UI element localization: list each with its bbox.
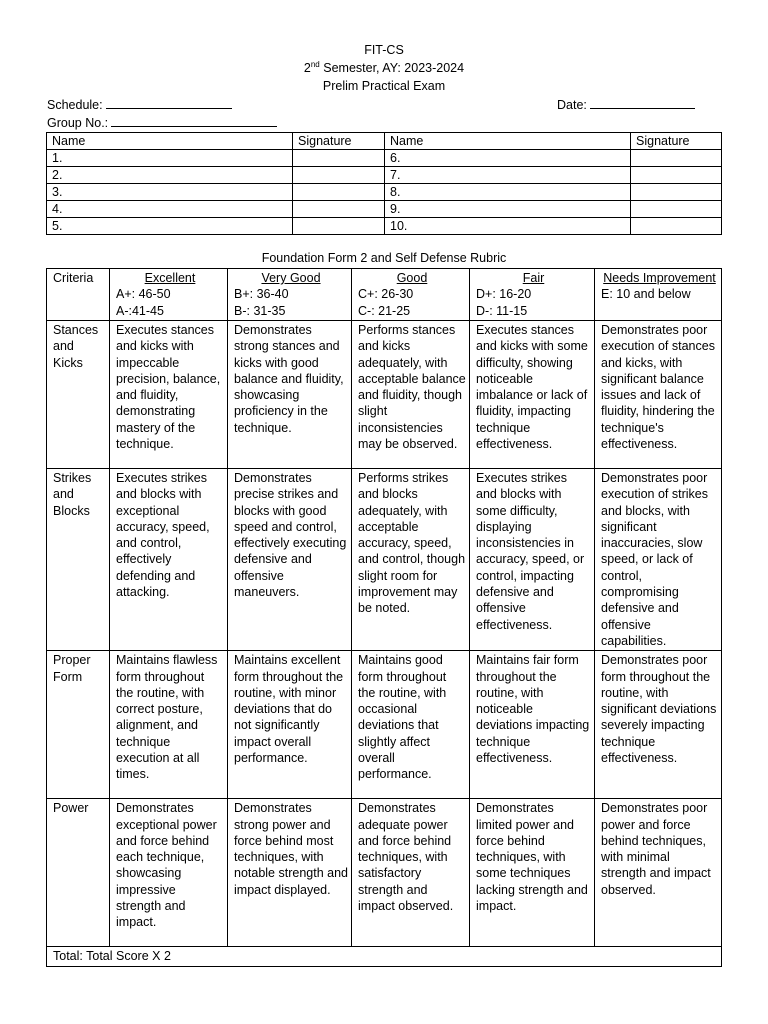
roster-name-cell[interactable]: 3.	[47, 184, 293, 201]
schedule-label: Schedule:	[47, 98, 103, 112]
roster-signature-cell[interactable]	[631, 201, 722, 218]
roster-name-cell[interactable]: 2.	[47, 167, 293, 184]
group-label: Group No.:	[47, 116, 109, 130]
rubric-title: Foundation Form 2 and Self Defense Rubric	[261, 251, 507, 265]
level-name: Very Good	[261, 271, 321, 285]
level-name: Needs Improvement	[603, 271, 716, 285]
rubric-row	[47, 321, 722, 469]
criterion-cell: Strikes and Blocks	[47, 469, 110, 651]
descriptor-cell: Maintains flawless form throughout the routine, with correct posture, alignment, and technique execution at all times.	[110, 651, 228, 799]
descriptor-cell: Demonstrates adequate power and force behind techniques, with satisfactory strength and impact observed.	[352, 799, 470, 947]
roster-table	[46, 132, 722, 235]
roster-signature-cell[interactable]	[631, 184, 722, 201]
descriptor-cell: Demonstrates limited power and force behind techniques, with some techniques lacking strength and impact.	[470, 799, 595, 947]
roster-name-cell[interactable]: 8.	[385, 184, 631, 201]
roster-name-cell[interactable]: 6.	[385, 150, 631, 167]
roster-signature-cell[interactable]	[631, 150, 722, 167]
descriptor-cell: Maintains fair form throughout the routine, with noticeable deviations impacting technique effectiveness.	[470, 651, 595, 799]
level-grade: E: 10 and below	[601, 287, 691, 302]
level-header	[110, 269, 228, 321]
roster-signature-cell[interactable]	[631, 218, 722, 235]
level-header	[228, 269, 352, 321]
roster-header-signature-right: Signature	[631, 133, 722, 150]
date-label: Date:	[557, 98, 587, 112]
date-field	[557, 96, 695, 112]
roster-row	[47, 150, 722, 167]
roster-signature-cell[interactable]	[293, 150, 385, 167]
roster-header-signature-left: Signature	[293, 133, 385, 150]
level-grade: D+: 16-20	[476, 287, 532, 302]
level-grade: C-: 21-25	[358, 303, 411, 318]
roster-signature-cell[interactable]	[293, 167, 385, 184]
roster-signature-cell[interactable]	[293, 201, 385, 218]
roster-name-cell[interactable]: 10.	[385, 218, 631, 235]
roster-name-cell[interactable]: 9.	[385, 201, 631, 218]
criterion-cell: Stances and Kicks	[47, 321, 110, 469]
level-grade: A-:41-45	[116, 303, 164, 318]
total-cell: Total: Total Score X 2	[47, 947, 722, 966]
descriptor-cell: Maintains excellent form throughout the routine, with minor deviations that do not significantly impact overall performance.	[228, 651, 352, 799]
level-header	[470, 269, 595, 321]
level-name: Fair	[522, 271, 545, 285]
schedule-field	[47, 96, 232, 112]
level-grade: B+: 36-40	[234, 287, 289, 302]
rubric-row	[47, 651, 722, 799]
criterion-cell: Power	[47, 799, 110, 947]
level-grade: D-: 11-15	[476, 303, 528, 318]
roster-header-name-right: Name	[385, 133, 631, 150]
descriptor-cell: Executes stances and kicks with impeccable precision, balance, and fluidity, demonstrating mastery of the technique.	[110, 321, 228, 469]
roster-name-cell[interactable]: 1.	[47, 150, 293, 167]
semester-rest: Semester, AY: 2023-2024	[319, 61, 465, 75]
descriptor-cell: Demonstrates strong stances and kicks with good balance and fluidity, showcasing proficiency in the technique.	[228, 321, 352, 469]
level-header	[352, 269, 470, 321]
roster-header-name-left: Name	[47, 133, 293, 150]
descriptor-cell: Demonstrates poor power and force behind techniques, with minimal strength and impact observed.	[595, 799, 722, 947]
date-blank[interactable]	[590, 96, 695, 109]
level-header	[595, 269, 722, 321]
semester-ordinal: nd	[310, 59, 320, 69]
descriptor-cell: Performs stances and kicks adequately, with acceptable balance and fluidity, though slight inconsistencies may be observed.	[352, 321, 470, 469]
header-semester	[0, 61, 768, 75]
criterion-cell: Proper Form	[47, 651, 110, 799]
descriptor-cell: Demonstrates poor form throughout the routine, with significant deviations severely impacting technique effectiveness.	[595, 651, 722, 799]
descriptor-cell: Demonstrates poor execution of strikes and blocks, with significant inaccuracies, slow speed, or lack of control, compromising defensive and offensive capabilities.	[595, 469, 722, 651]
roster-signature-cell[interactable]	[293, 184, 385, 201]
roster-signature-cell[interactable]	[293, 218, 385, 235]
descriptor-cell: Maintains good form throughout the routine, with occasional deviations that slightly affect overall performance.	[352, 651, 470, 799]
total-row	[47, 947, 722, 966]
roster-signature-cell[interactable]	[631, 167, 722, 184]
roster-row	[47, 218, 722, 235]
roster-name-cell[interactable]: 5.	[47, 218, 293, 235]
roster-row	[47, 167, 722, 184]
roster-row	[47, 184, 722, 201]
rubric-row	[47, 799, 722, 947]
descriptor-cell: Demonstrates poor execution of stances and kicks, with significant balance issues and lack of fluidity, hindering the technique's effectiveness.	[595, 321, 722, 469]
descriptor-cell: Performs strikes and blocks adequately, with acceptable accuracy, speed, and control, though slight room for improvement may be noted.	[352, 469, 470, 651]
level-name: Excellent	[144, 271, 196, 285]
level-grade: C+: 26-30	[358, 287, 414, 302]
descriptor-cell: Demonstrates strong power and force behind most techniques, with notable strength and impact displayed.	[228, 799, 352, 947]
group-field	[47, 114, 277, 130]
schedule-blank[interactable]	[106, 96, 232, 109]
rubric-table	[46, 268, 722, 967]
level-grade: A+: 46-50	[116, 287, 171, 302]
descriptor-cell: Demonstrates precise strikes and blocks with good speed and control, effectively executing defensive and offensive maneuvers.	[228, 469, 352, 651]
descriptor-cell: Executes stances and kicks with some difficulty, showing noticeable imbalance or lack of fluidity, impacting technique effectiveness.	[470, 321, 595, 469]
rubric-row	[47, 469, 722, 651]
descriptor-cell: Executes strikes and blocks with some difficulty, displaying inconsistencies in accuracy, speed, or control, impacting defensive and offensive effectiveness.	[470, 469, 595, 651]
header-exam: Prelim Practical Exam	[322, 79, 446, 93]
rubric-header-row	[47, 269, 722, 321]
semester-number: 2	[303, 61, 311, 75]
descriptor-cell: Executes strikes and blocks with exceptional accuracy, speed, and control, effectively defending and attacking.	[110, 469, 228, 651]
group-blank[interactable]	[111, 114, 277, 127]
level-grade: B-: 31-35	[234, 303, 286, 318]
roster-header-row	[47, 133, 722, 150]
level-name: Good	[396, 271, 428, 285]
criteria-header: Criteria	[47, 269, 110, 321]
header-school: FIT-CS	[364, 43, 404, 57]
roster-name-cell[interactable]: 7.	[385, 167, 631, 184]
roster-row	[47, 201, 722, 218]
roster-name-cell[interactable]: 4.	[47, 201, 293, 218]
descriptor-cell: Demonstrates exceptional power and force behind each technique, showcasing impressive strength and impact.	[110, 799, 228, 947]
